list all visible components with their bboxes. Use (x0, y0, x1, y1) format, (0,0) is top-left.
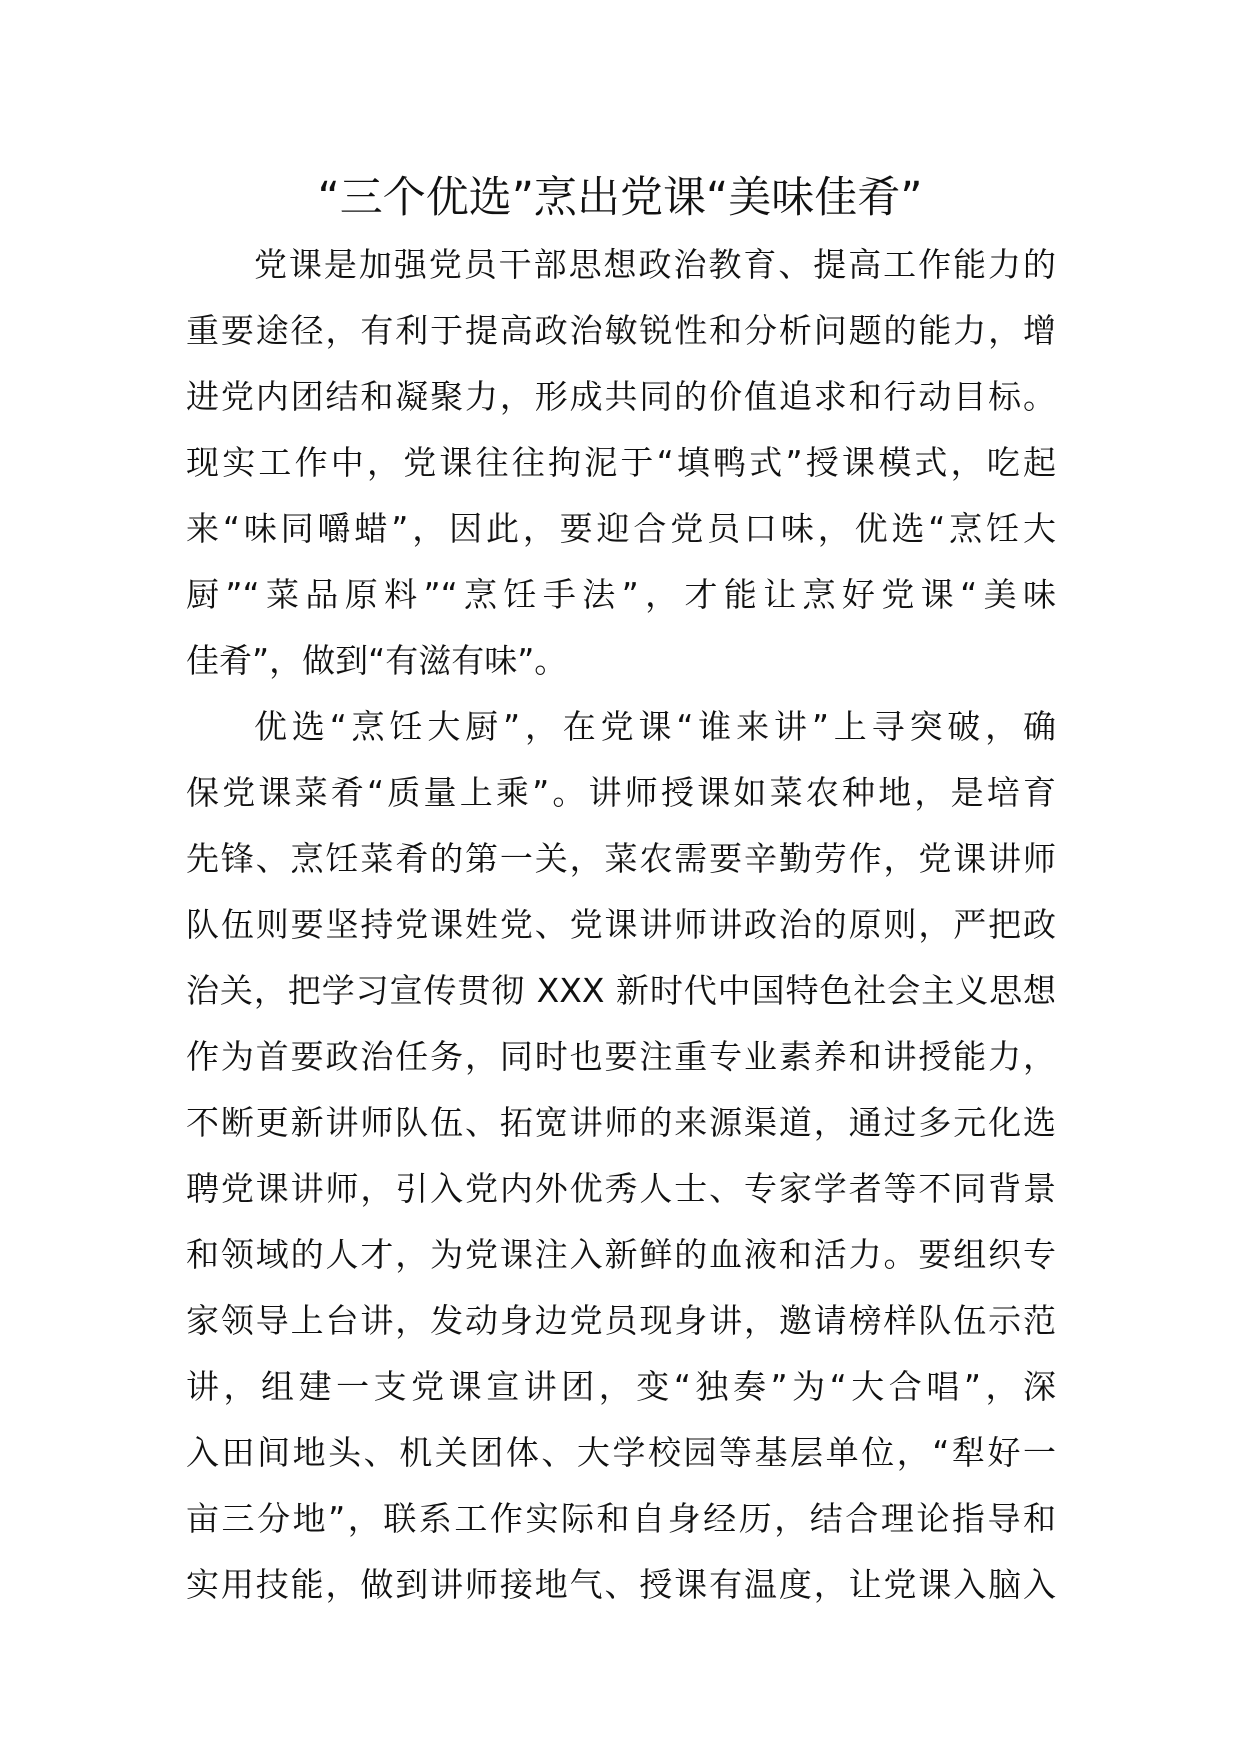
text-line: 保党课菜肴“质量上乘”。讲师授课如菜农种地，是培育 (186, 773, 1056, 812)
text-line: 治关，把学习宣传贯彻 XXX 新时代中国特色社会主义思想 (186, 971, 1056, 1010)
text-line: 现实工作中，党课往往拘泥于“填鸭式”授课模式，吃起 (186, 443, 1056, 482)
text-line: 队伍则要坚持党课姓党、党课讲师讲政治的原则，严把政 (186, 905, 1056, 944)
text-line: 先锋、烹饪菜肴的第一关，菜农需要辛勤劳作，党课讲师 (186, 839, 1056, 878)
text-line: 作为首要政治任务，同时也要注重专业素养和讲授能力， (186, 1037, 1056, 1076)
text-line: 家领导上台讲，发动身边党员现身讲，邀请榜样队伍示范 (186, 1301, 1056, 1340)
text-line: 佳肴”，做到“有滋有味”。 (186, 641, 568, 680)
text-line: 来“味同嚼蜡”，因此，要迎合党员口味，优选“烹饪大 (186, 509, 1056, 548)
text-line: 不断更新讲师队伍、拓宽讲师的来源渠道，通过多元化选 (186, 1103, 1056, 1142)
document-body (186, 232, 1056, 1618)
text-line: 党课是加强党员干部思想政治教育、提高工作能力的 (254, 245, 1056, 284)
text-line: 讲，组建一支党课宣讲团，变“独奏”为“大合唱”，深 (186, 1367, 1056, 1406)
paragraph-chef (186, 694, 1056, 1618)
text-line: 和领域的人才，为党课注入新鲜的血液和活力。要组织专 (186, 1235, 1056, 1274)
text-line: 入田间地头、机关团体、大学校园等基层单位，“犁好一 (186, 1433, 1056, 1472)
text-line: 亩三分地”，联系工作实际和自身经历，结合理论指导和 (186, 1499, 1056, 1538)
text-line: 进党内团结和凝聚力，形成共同的价值追求和行动目标。 (186, 377, 1056, 416)
text-line: 优选“烹饪大厨”，在党课“谁来讲”上寻突破，确 (254, 707, 1056, 746)
text-line: 实用技能，做到讲师接地气、授课有温度，让党课入脑入 (186, 1565, 1056, 1604)
text-line: 重要途径，有利于提高政治敏锐性和分析问题的能力，增 (186, 311, 1056, 350)
document-title: “三个优选”烹出党课“美味佳肴” (317, 173, 923, 223)
text-line: 厨”“菜品原料”“烹饪手法”，才能让烹好党课“美味 (186, 575, 1056, 614)
paragraph-intro (186, 232, 1056, 694)
text-line: 聘党课讲师，引入党内外优秀人士、专家学者等不同背景 (186, 1169, 1056, 1208)
